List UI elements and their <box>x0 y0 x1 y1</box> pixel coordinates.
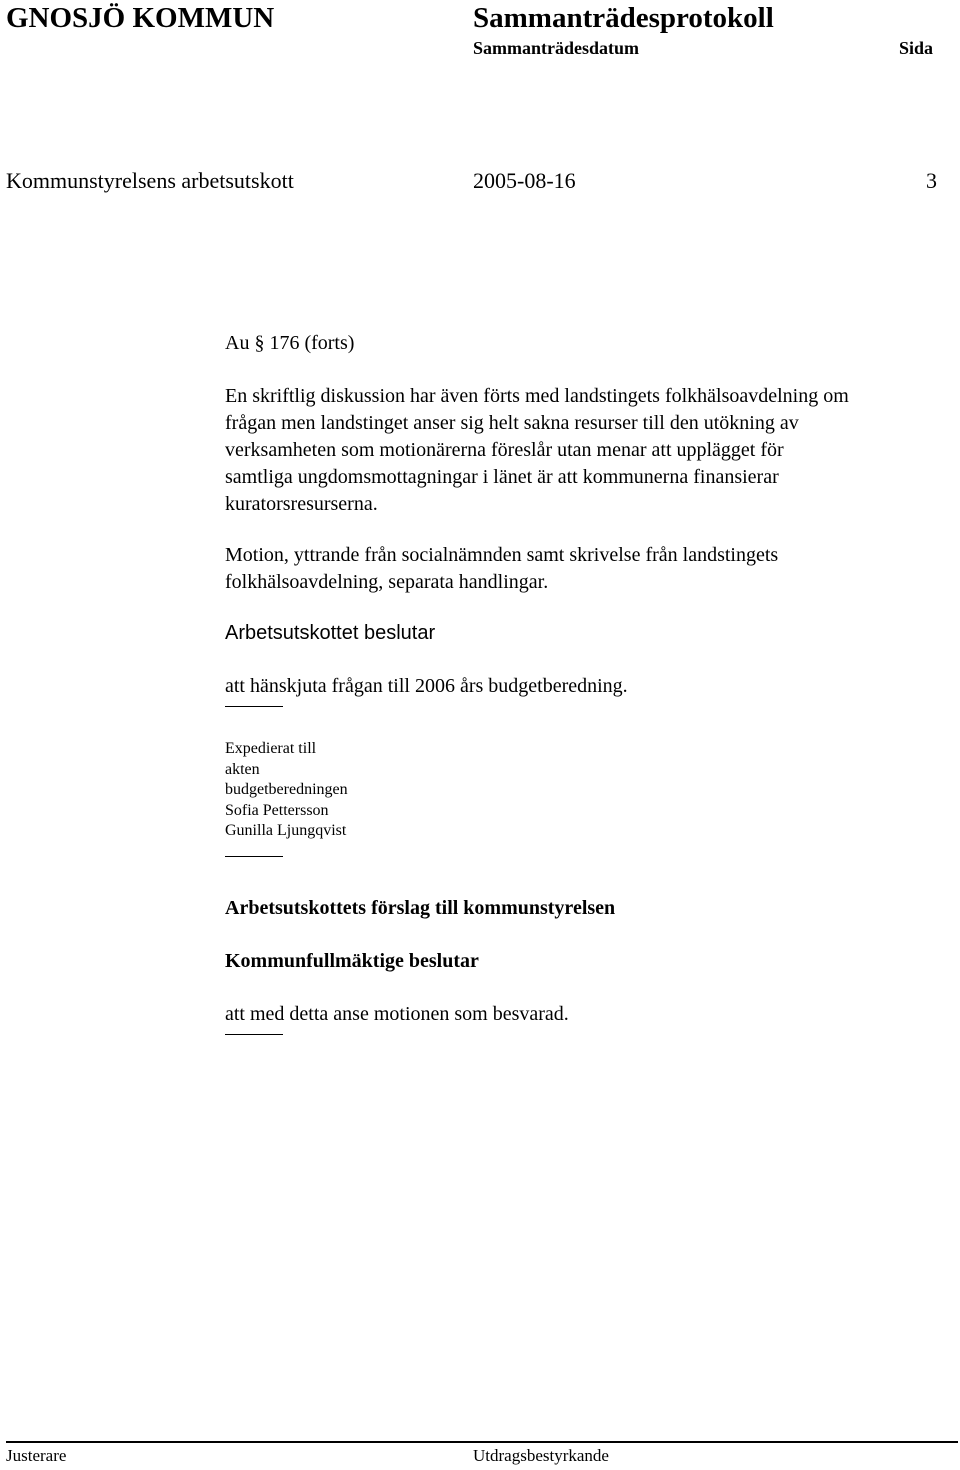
paragraph-line: samtliga ungdomsmottagningar i länet är att kommunerna finansierar <box>225 466 779 488</box>
document-type: Sammanträdesprotokoll <box>473 2 774 34</box>
dispatch-recipient: Sofia Pettersson <box>225 801 329 819</box>
meeting-date-label: Sammanträdesdatum <box>473 38 640 58</box>
paragraph-line: Motion, yttrande från socialnämnden samt skrivelse från landstingets <box>225 544 779 566</box>
page-label: Sida <box>899 38 934 58</box>
minutes-body <box>225 330 955 1067</box>
dispatch-list <box>225 739 955 842</box>
section-divider <box>225 1034 283 1035</box>
footer-rule <box>6 1441 958 1443</box>
organization-name: GNOSJÖ KOMMUN <box>6 2 275 34</box>
page-number: 3 <box>926 168 937 193</box>
paragraph-line: verksamheten som motionärerna föreslår utan menar att upplägget för <box>225 439 784 461</box>
paragraph-line: kuratorsresurserna. <box>225 493 378 515</box>
dispatch-recipient: budgetberedningen <box>225 781 348 799</box>
council-decision-heading: Kommunfullmäktige beslutar <box>225 949 479 972</box>
decision-heading: Arbetsutskottet beslutar <box>225 622 436 644</box>
committee-name: Kommunstyrelsens arbetsutskott <box>6 168 294 193</box>
decision-text: att hänskjuta frågan till 2006 års budgetberedning. <box>225 675 628 697</box>
footer-certification-label: Utdragsbestyrkande <box>473 1446 609 1465</box>
paragraph-reference: Au § 176 (forts) <box>225 332 355 354</box>
dispatch-recipient: Gunilla Ljungqvist <box>225 822 347 840</box>
footer-adjuster-label: Justerare <box>6 1446 67 1465</box>
dispatch-title: Expedierat till <box>225 740 317 757</box>
discussion-paragraph <box>225 383 955 518</box>
decision-text: att med detta anse motionen som besvarad. <box>225 1002 569 1025</box>
paragraph-line: En skriftlig diskussion har även förts med landstingets folkhälsoavdelning om <box>225 385 849 407</box>
documents-paragraph <box>225 542 955 596</box>
proposal-heading: Arbetsutskottets förslag till kommunstyrelsen <box>225 896 616 919</box>
meeting-date: 2005-08-16 <box>473 168 576 193</box>
section-divider <box>225 706 283 707</box>
section-divider <box>225 856 283 857</box>
paragraph-line: folkhälsoavdelning, separata handlingar. <box>225 571 549 593</box>
dispatch-recipient: akten <box>225 760 260 778</box>
paragraph-line: frågan men landstinget anser sig helt sakna resurser till den utökning av <box>225 412 799 434</box>
